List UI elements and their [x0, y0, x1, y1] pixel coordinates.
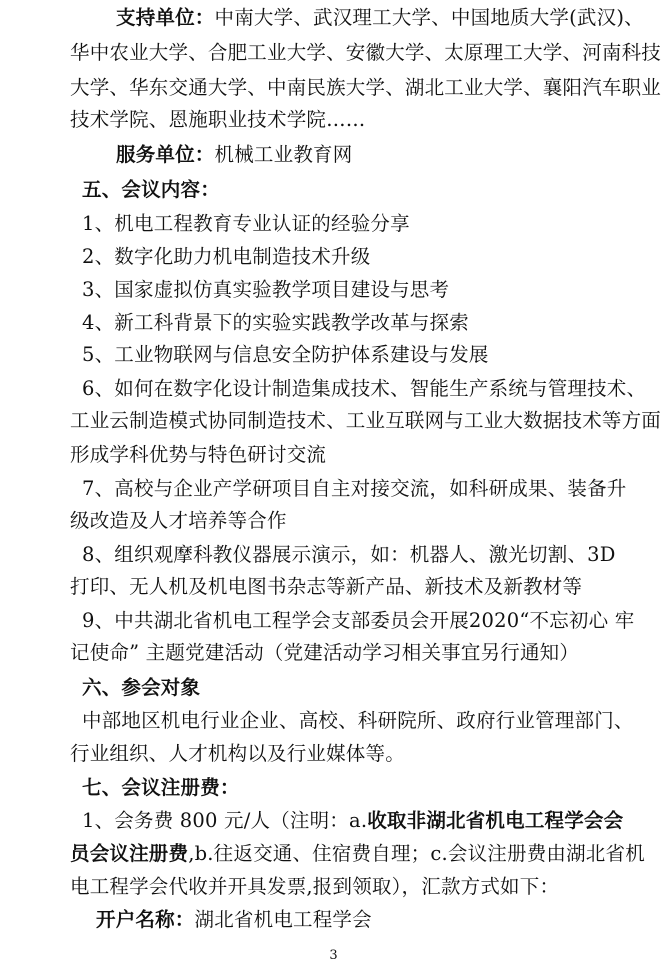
section-5-item-3: 3、国家虚拟仿真实验教学项目建设与思考	[82, 278, 450, 301]
section-5-item-7-line-2: 级改造及人才培养等合作	[70, 509, 287, 532]
section-6-heading: 六、参会对象	[82, 676, 201, 699]
support-units-line-3: 大学、华东交通大学、中南民族大学、湖北工业大学、襄阳汽车职业	[70, 76, 662, 99]
section-5-item-5: 5、工业物联网与信息安全防护体系建设与发展	[82, 343, 489, 366]
account-name-value: 湖北省机电工程学会	[194, 908, 372, 931]
section-5-item-9-line-2: 记使命” 主题党建活动（党建活动学习相关事宜另行通知）	[70, 641, 580, 664]
section-5-item-2: 2、数字化助力机电制造技术升级	[82, 245, 371, 268]
registration-fee-text-2: ,b.往返交通、住宿费自理；c.会议注册费由湖北省机	[188, 842, 645, 865]
support-units-line-4: 技术学院、恩施职业技术学院……	[70, 108, 366, 131]
section-7-line-2	[70, 842, 645, 866]
support-units-text: 中南大学、武汉理工大学、中国地质大学(武汉)、	[214, 6, 644, 29]
registration-fee-text: 1、会务费 800 元/人（注明：a.	[82, 809, 368, 832]
section-5-item-7-line-1: 7、高校与企业产学研项目自主对接交流，如科研成果、装备升	[82, 477, 627, 500]
account-name-label: 开户名称：	[96, 908, 195, 931]
section-5-item-8-line-1: 8、组织观摩科教仪器展示演示，如：机器人、激光切割、3D	[82, 543, 616, 566]
page-number: 3	[329, 948, 338, 963]
section-5-item-6-line-3: 形成学科优势与特色研讨交流	[70, 443, 327, 466]
section-7-line-1	[82, 809, 642, 833]
service-units-value: 机械工业教育网	[214, 143, 353, 166]
section-5-item-8-line-2: 打印、无人机及机电图书杂志等新产品、新技术及新教材等	[70, 575, 583, 598]
section-7-heading: 七、会议注册费：	[82, 776, 240, 799]
registration-fee-bold-text: 收取非湖北省机电工程学会会	[367, 809, 624, 832]
section-5-heading: 五、会议内容：	[82, 178, 220, 201]
section-5-item-6-line-2: 工业云制造模式协同制造技术、工业互联网与工业大数据技术等方面	[70, 409, 662, 432]
support-units-line-2: 华中农业大学、合肥工业大学、安徽大学、太原理工大学、河南科技	[70, 41, 662, 64]
service-units	[116, 143, 667, 167]
section-5-item-4: 4、新工科背景下的实验实践教学改革与探索	[82, 311, 469, 334]
account-name	[96, 908, 656, 932]
registration-fee-bold-text-2: 员会议注册费	[70, 842, 189, 865]
service-units-label: 服务单位：	[116, 143, 215, 166]
section-7-line-3: 电工程学会代收并开具发票,报到领取），汇款方式如下：	[70, 875, 560, 898]
section-5-item-6-line-1: 6、如何在数字化设计制造集成技术、智能生产系统与管理技术、	[82, 377, 647, 400]
support-units-label: 支持单位：	[116, 6, 215, 29]
section-6-line-2: 行业组织、人才机构以及行业媒体等。	[70, 742, 405, 765]
section-5-item-1: 1、机电工程教育专业认证的经验分享	[82, 212, 410, 235]
section-6-line-1: 中部地区机电行业企业、高校、科研院所、政府行业管理部门、	[82, 709, 634, 732]
support-units-line-1	[116, 6, 667, 30]
section-5-item-9-line-1: 9、中共湖北省机电工程学会支部委员会开展2020“不忘初心 牢	[82, 609, 635, 632]
